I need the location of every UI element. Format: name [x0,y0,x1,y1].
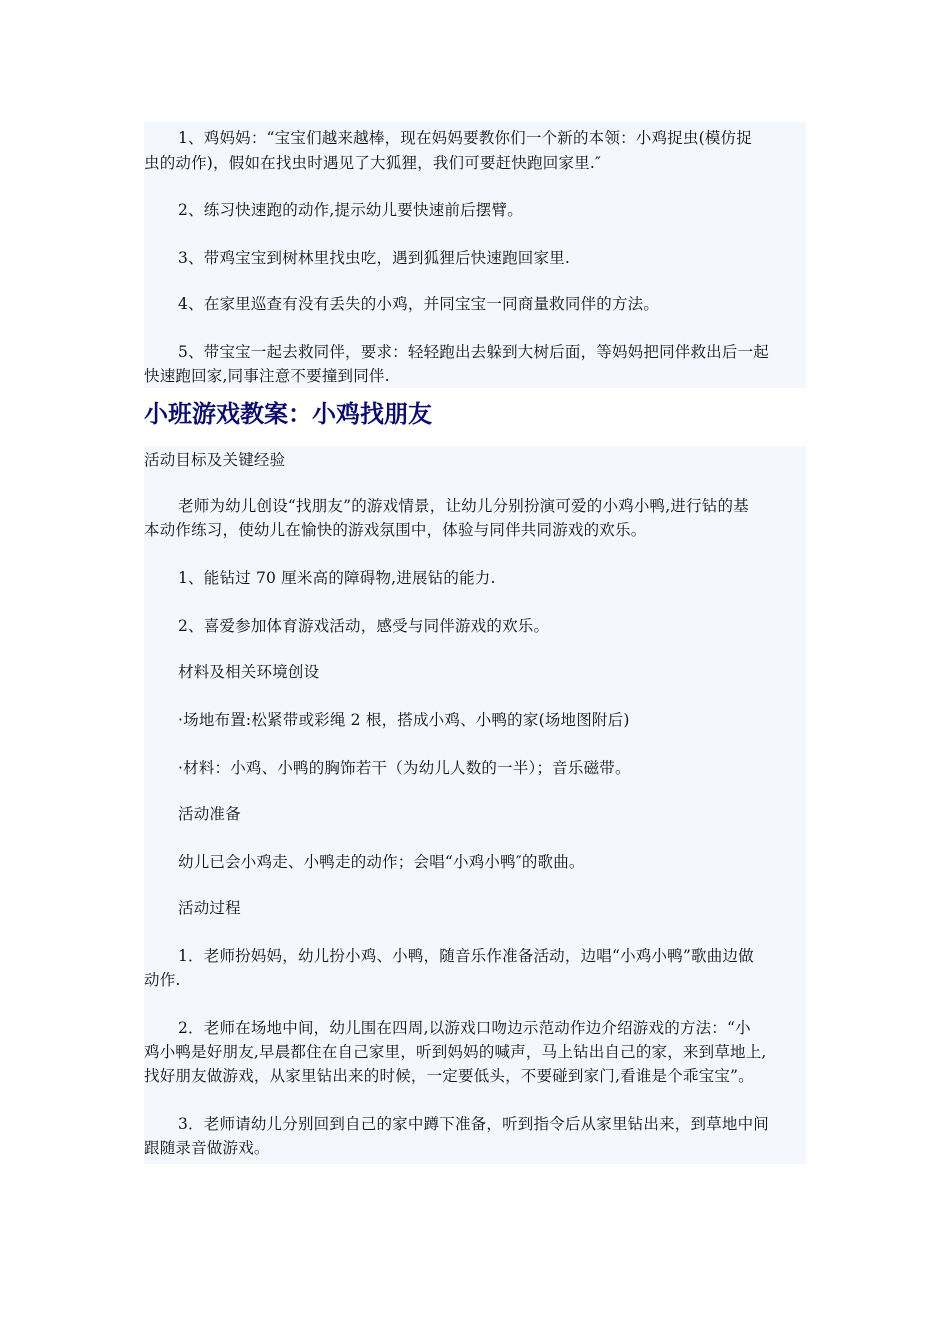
process-3-line-2: 跟随录音做游戏。 [144,1139,270,1157]
step-5-line-2: 快速跑回家,同事注意不要撞到同伴. [144,367,390,385]
process-2-line-3: 找好朋友做游戏，从家里钻出来的时候，一定要低头，不要碰到家门,看谁是个乖宝宝”。 [144,1067,754,1085]
process-2-line-1: 2．老师在场地中间，幼儿围在四周,以游戏口吻边示范动作边介绍游戏的方法：“小 [178,1019,751,1037]
intro-line-2: 本动作练习，使幼儿在愉快的游戏氛围中，体验与同伴共同游戏的欢乐。 [144,521,647,539]
step-2: 2、练习快速跑的动作,提示幼儿要快速前后摆臂。 [178,201,523,219]
goal-1: 1、能钻过 70 厘米高的障碍物,进展钻的能力. [178,569,496,587]
heading-process: 活动过程 [178,899,241,917]
step-3: 3、带鸡宝宝到树林里找虫吃，遇到狐狸后快速跑回家里. [178,249,570,267]
process-1-line-1: 1．老师扮妈妈，幼儿扮小鸡、小鸭，随音乐作准备活动，边唱“小鸡小鸭”歌曲边做 [178,947,754,965]
material-1: ·场地布置:松紧带或彩绳 2 根，搭成小鸡、小鸭的家(场地图附后) [178,711,630,729]
heading-goals: 活动目标及关键经验 [144,451,286,469]
step-5-line-1: 5、带宝宝一起去救同伴，要求：轻轻跑出去躲到大树后面，等妈妈把同伴救出后一起 [178,343,769,361]
process-2-line-2: 鸡小鸭是好朋友,早晨都住在自己家里，听到妈妈的喊声，马上钻出自己的家，来到草地上, [144,1043,767,1061]
process-1-line-2: 动作. [144,971,181,989]
text-block-game-steps [144,122,806,388]
lesson-title: 小班游戏教案：小鸡找朋友 [144,400,432,428]
text-block-lesson-plan [144,446,806,1164]
heading-materials: 材料及相关环境创设 [178,663,320,681]
heading-preparation: 活动准备 [178,805,241,823]
step-4: 4、在家里巡查有没有丢失的小鸡，并同宝宝一同商量救同伴的方法。 [178,295,660,313]
preparation: 幼儿已会小鸡走、小鸭走的动作；会唱“小鸡小鸭″的歌曲。 [178,853,585,871]
step-1-line-1: 1、鸡妈妈：“宝宝们越来越棒，现在妈妈要教你们一个新的本领：小鸡捉虫(模仿捉 [178,129,752,147]
step-1-line-2: 虫的动作)，假如在找虫时遇见了大狐狸，我们可要赶快跑回家里.″ [144,154,601,172]
goal-2: 2、喜爱参加体育游戏活动，感受与同伴游戏的欢乐。 [178,617,550,635]
process-3-line-1: 3．老师请幼儿分别回到自己的家中蹲下准备，听到指令后从家里钻出来，到草地中间 [178,1115,769,1133]
intro-line-1: 老师为幼儿创设“找朋友”的游戏情景，让幼儿分别扮演可爱的小鸡小鸭,进行钻的基 [178,497,749,515]
material-2: ·材料：小鸡、小鸭的胸饰若干（为幼儿人数的一半）；音乐磁带。 [178,759,631,777]
